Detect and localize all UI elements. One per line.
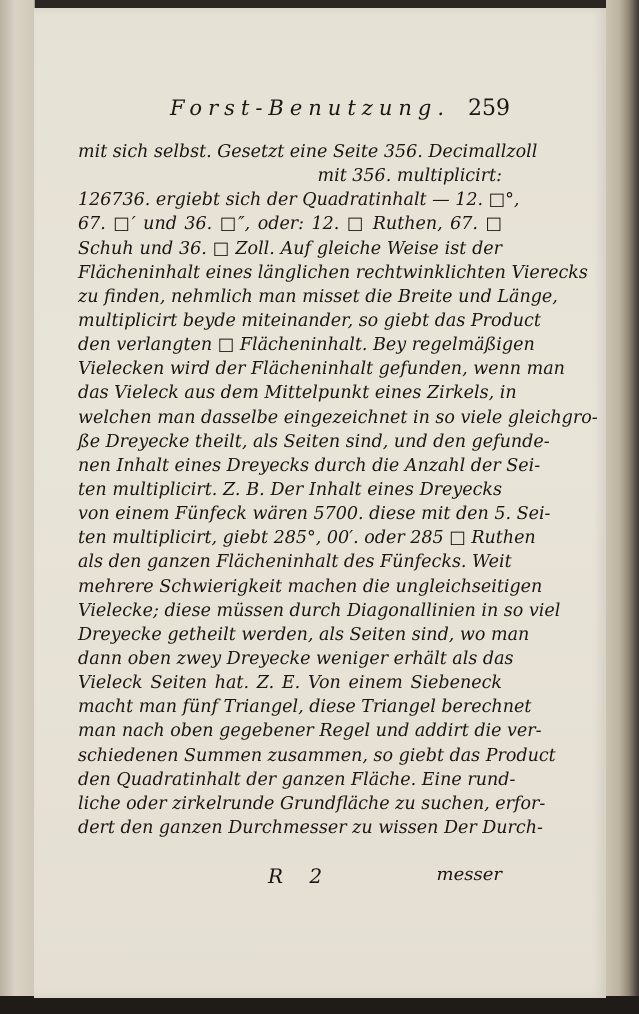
book-bottom-shadow — [0, 996, 639, 1014]
page-number: 259 — [468, 96, 510, 121]
text-line: den Quadratinhalt der ganzen Fläche. Eine rund- — [78, 769, 516, 790]
text-line: dann oben zwey Dreyecke weniger erhält als das — [78, 648, 514, 669]
text-line: von einem Fünfeck wären 5700. diese mit den 5. Sei- — [78, 504, 551, 525]
text-line: nen Inhalt eines Dreyecks durch die Anzahl der Sei- — [78, 455, 541, 476]
text-line: liche oder zirkelrunde Grundfläche zu suchen, erfor- — [78, 793, 546, 814]
text-line: 67. □′ und 36. □″, oder: 12. □ Ruthen, 67. □ — [78, 214, 502, 235]
signature-mark: R 2 — [268, 864, 333, 888]
text-line: welchen man dasselbe eingezeichnet in so viele gleichgro- — [78, 407, 598, 428]
text-line: man nach oben gegebener Regel und addirt die ver- — [78, 721, 542, 742]
book-right-page-edge — [606, 0, 639, 1014]
text-line: macht man fünf Triangel, diese Triangel berechnet — [78, 697, 532, 718]
text-line: zu finden, nehmlich man misset die Breite und Länge, — [78, 286, 558, 307]
text-line: Vielecken wird der Flächeninhalt gefunden, wenn man — [78, 359, 565, 380]
text-line: als den ganzen Flächeninhalt des Fünfecks. Weit — [78, 552, 512, 573]
catchword: messer — [436, 864, 502, 885]
text-line: mit 356. multiplicirt: — [317, 166, 502, 187]
text-line: Vielecke; diese müssen durch Diagonallinien in so viel — [78, 600, 561, 621]
text-line: schiedenen Summen zusammen, so giebt das Product — [78, 745, 556, 766]
text-line: den verlangten □ Flächeninhalt. Bey regelmäßigen — [78, 335, 535, 356]
text-line: ten multiplicirt, giebt 285°, 00′. oder 285 □ Ruthen — [78, 528, 536, 549]
text-line: mehrere Schwierigkeit machen die ungleichseitigen — [78, 576, 543, 597]
page-footer — [78, 864, 502, 892]
body-text — [78, 140, 598, 840]
book-left-page-edge — [0, 0, 35, 1000]
text-line: multiplicirt beyde miteinander, so giebt das Product — [78, 310, 541, 331]
text-line: ten multiplicirt. Z. B. Der Inhalt eines Dreyecks — [78, 479, 502, 500]
running-head: Forst-Benutzung. — [170, 96, 450, 120]
text-line: Vieleck Seiten hat. Z. E. Von einem Siebeneck — [78, 673, 502, 694]
text-line: das Vieleck aus dem Mittelpunkt eines Zirkels, in — [78, 383, 517, 404]
text-line: mit sich selbst. Gesetzt eine Seite 356. Decimallzoll — [78, 142, 538, 162]
text-line: dert den ganzen Durchmesser zu wissen Der Durch- — [78, 817, 543, 838]
text-line: 126736. ergiebt sich der Quadratinhalt — 12. □°, — [78, 190, 520, 211]
text-line: Schuh und 36. □ Zoll. Auf gleiche Weise ist der — [78, 238, 502, 259]
page-header — [170, 96, 510, 126]
text-line: ße Dreyecke theilt, als Seiten sind, und den gefunde- — [78, 431, 550, 452]
text-line: Flächeninhalt eines länglichen rechtwinklichten Vierecks — [78, 262, 588, 283]
text-line: Dreyecke getheilt werden, als Seiten sind, wo man — [78, 624, 530, 645]
